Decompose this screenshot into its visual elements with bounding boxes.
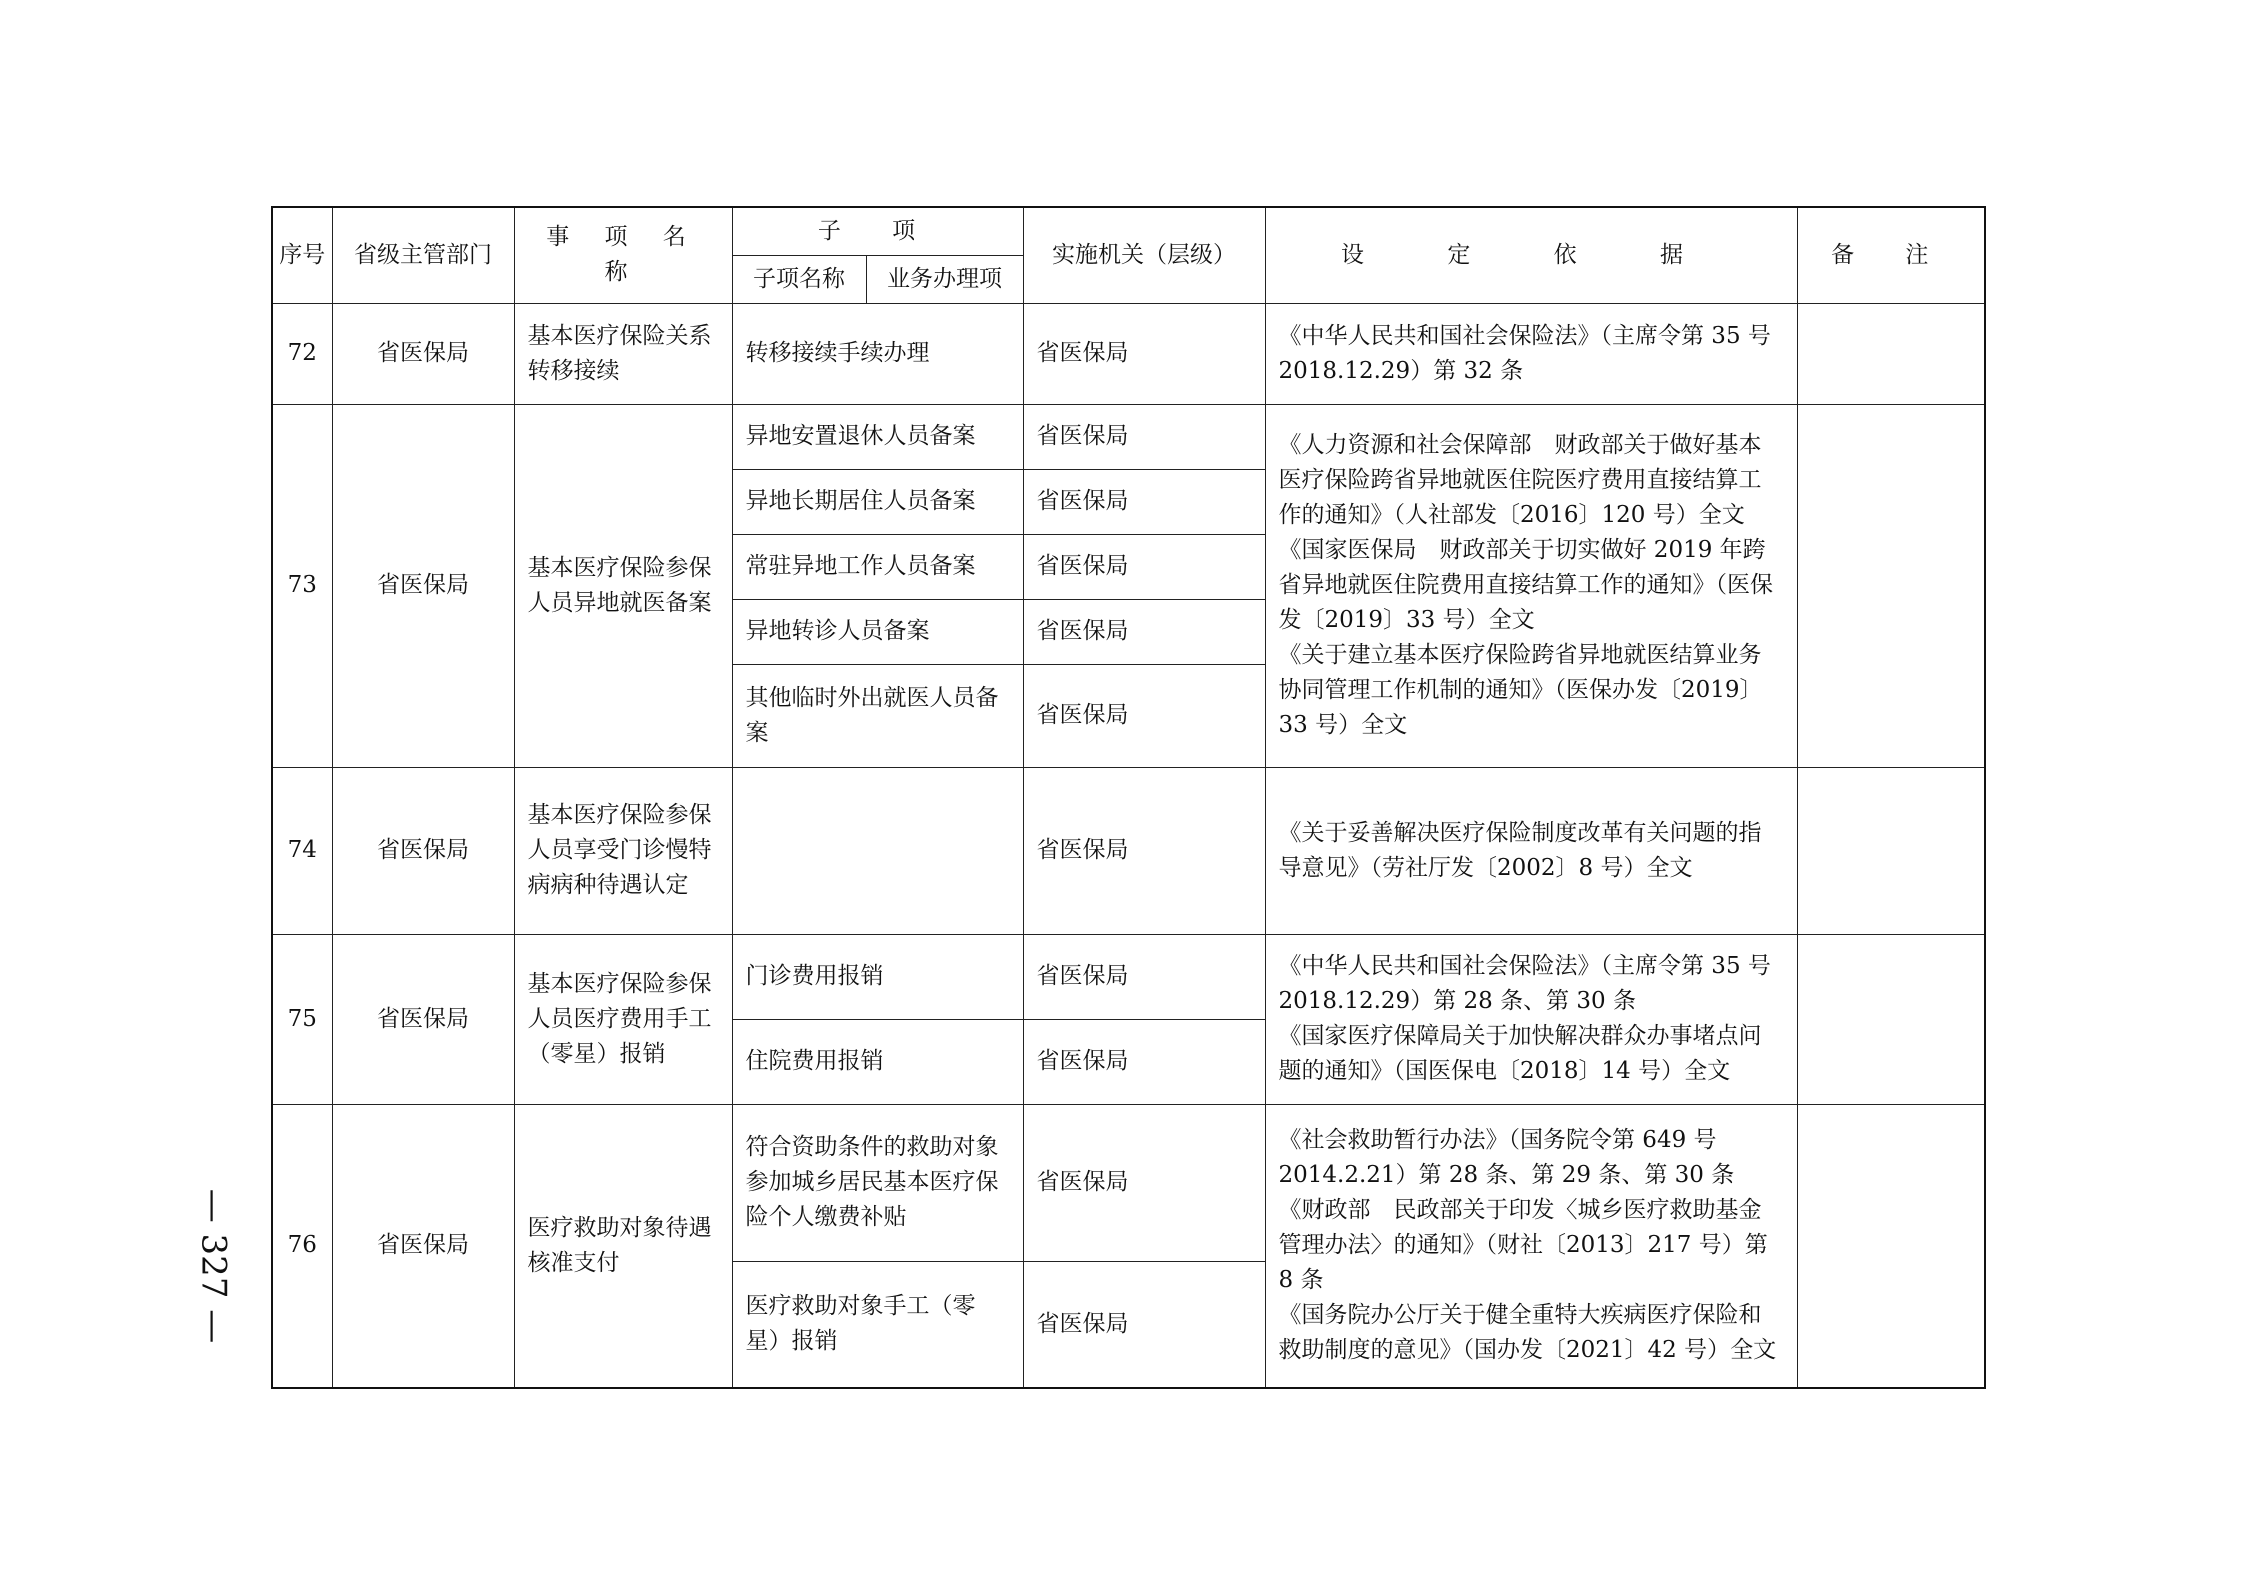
- row-seq: 72: [272, 303, 332, 404]
- subitem-name: 住院费用报销: [732, 1019, 1023, 1104]
- subitem-name: [732, 767, 1023, 934]
- row-basis: 《中华人民共和国社会保险法》（主席令第 35 号 2018.12.29）第 32 条: [1265, 303, 1797, 404]
- row-item-name: 基本医疗保险参保人员享受门诊慢特病病种待遇认定: [514, 767, 732, 934]
- subitem-name: 异地转诊人员备案: [732, 599, 1023, 664]
- header-item-name: 事 项 名 称: [514, 207, 732, 303]
- table-row: [272, 303, 1985, 404]
- row-seq: 75: [272, 934, 332, 1104]
- subitem-name: 门诊费用报销: [732, 934, 1023, 1019]
- row-item-name: 基本医疗保险关系转移接续: [514, 303, 732, 404]
- subitem-agency: 省医保局: [1023, 404, 1265, 469]
- row-note: [1797, 767, 1985, 934]
- header-business: 业务办理项: [866, 255, 1023, 303]
- row-note: [1797, 303, 1985, 404]
- row-item-name: 医疗救助对象待遇核准支付: [514, 1104, 732, 1388]
- table-row: [272, 767, 1985, 934]
- header-note: 备 注: [1797, 207, 1985, 303]
- table-row: [272, 1104, 1985, 1261]
- subitem-agency: 省医保局: [1023, 767, 1265, 934]
- subitem-agency: 省医保局: [1023, 934, 1265, 1019]
- page-number: — 327 —: [193, 1188, 234, 1343]
- header-sub-group: 子 项: [732, 207, 1023, 255]
- subitem-agency: 省医保局: [1023, 1019, 1265, 1104]
- row-seq: 76: [272, 1104, 332, 1388]
- subitem-agency: 省医保局: [1023, 534, 1265, 599]
- subitem-name: 其他临时外出就医人员备案: [732, 664, 1023, 767]
- subitem-name: 符合资助条件的救助对象参加城乡居民基本医疗保险个人缴费补贴: [732, 1104, 1023, 1261]
- row-basis: 《关于妥善解决医疗保险制度改革有关问题的指导意见》（劳社厅发〔2002〕8 号）全文: [1265, 767, 1797, 934]
- subitem-agency: 省医保局: [1023, 1104, 1265, 1261]
- header-sub-name: 子项名称: [732, 255, 866, 303]
- header-basis: 设 定 依 据: [1265, 207, 1797, 303]
- row-seq: 73: [272, 404, 332, 767]
- subitem-name: 异地安置退休人员备案: [732, 404, 1023, 469]
- row-dept: 省医保局: [332, 303, 514, 404]
- table-body: [272, 303, 1985, 1388]
- row-note: [1797, 934, 1985, 1104]
- service-items-table: [271, 206, 1986, 1389]
- table-row: [272, 934, 1985, 1019]
- subitem-agency: 省医保局: [1023, 469, 1265, 534]
- row-dept: 省医保局: [332, 767, 514, 934]
- row-item-name: 基本医疗保险参保人员异地就医备案: [514, 404, 732, 767]
- row-basis: 《人力资源和社会保障部 财政部关于做好基本医疗保险跨省异地就医住院医疗费用直接结算工作的通知》（人社部发〔2016〕120 号）全文 《国家医保局 财政部关于切实做好 2019 年跨省异地就医住院费用直接结算工作的通知》（医保发〔2019〕33 号）全文 《关于建立基本医疗保险跨省异地就医结算业务协同管理工作机制的通知》（医保办发〔2019〕33 号）全文: [1265, 404, 1797, 767]
- header-seq: 序号: [272, 207, 332, 303]
- row-item-name: 基本医疗保险参保人员医疗费用手工（零星）报销: [514, 934, 732, 1104]
- row-basis: 《中华人民共和国社会保险法》（主席令第 35 号 2018.12.29）第 28 条、第 30 条 《国家医疗保障局关于加快解决群众办事堵点问题的通知》（国医保电〔2018〕14 号）全文: [1265, 934, 1797, 1104]
- row-basis: 《社会救助暂行办法》（国务院令第 649 号 2014.2.21）第 28 条、第 29 条、第 30 条 《财政部 民政部关于印发〈城乡医疗救助基金管理办法〉的通知》（财社〔2013〕217 号）第 8 条 《国务院办公厅关于健全重特大疾病医疗保险和救助制度的意见》（国办发〔2021〕42 号）全文: [1265, 1104, 1797, 1388]
- header-agency: 实施机关（层级）: [1023, 207, 1265, 303]
- subitem-name: 医疗救助对象手工（零星）报销: [732, 1261, 1023, 1388]
- subitem-name: 常驻异地工作人员备案: [732, 534, 1023, 599]
- row-dept: 省医保局: [332, 1104, 514, 1388]
- row-note: [1797, 1104, 1985, 1388]
- row-note: [1797, 404, 1985, 767]
- subitem-agency: 省医保局: [1023, 1261, 1265, 1388]
- row-seq: 74: [272, 767, 332, 934]
- subitem-agency: 省医保局: [1023, 599, 1265, 664]
- subitem-agency: 省医保局: [1023, 664, 1265, 767]
- row-dept: 省医保局: [332, 934, 514, 1104]
- subitem-agency: 省医保局: [1023, 303, 1265, 404]
- subitem-name: 异地长期居住人员备案: [732, 469, 1023, 534]
- row-dept: 省医保局: [332, 404, 514, 767]
- table-row: [272, 404, 1985, 469]
- subitem-name: 转移接续手续办理: [732, 303, 1023, 404]
- header-dept: 省级主管部门: [332, 207, 514, 303]
- table-header: [272, 207, 1985, 303]
